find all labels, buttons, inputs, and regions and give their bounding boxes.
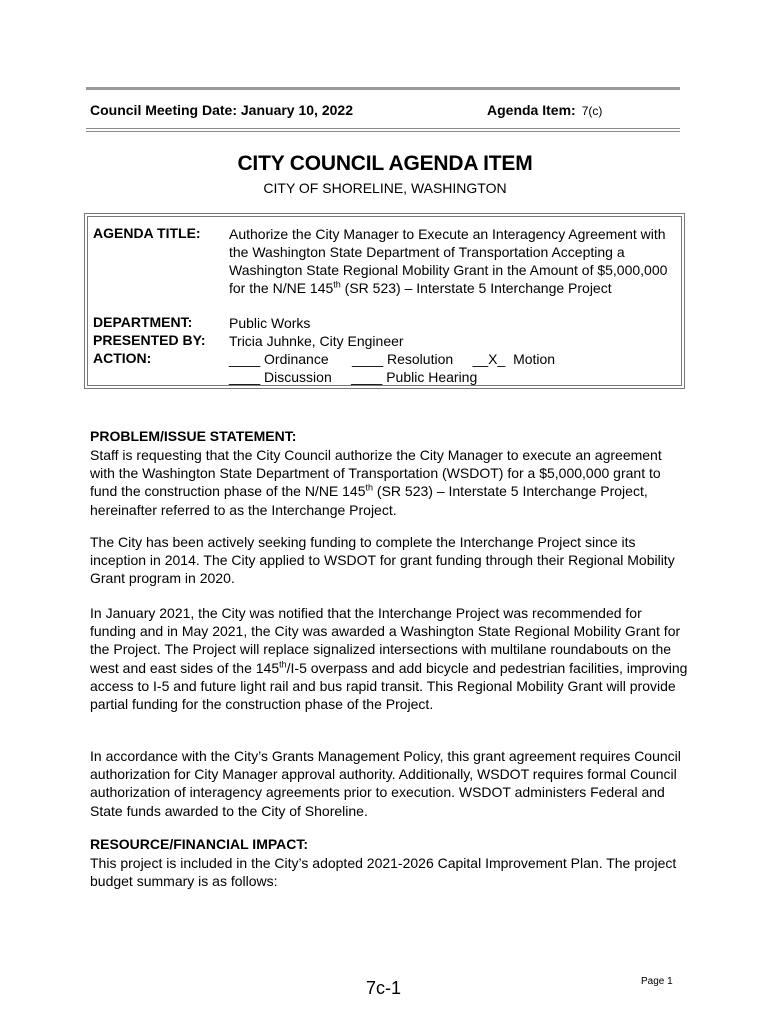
- header-bottom-rule-1: [86, 128, 680, 129]
- header-top-rule: [86, 87, 680, 90]
- page-subtitle: CITY OF SHORELINE, WASHINGTON: [263, 180, 507, 196]
- problem-p3-sup: th: [279, 658, 287, 669]
- agenda-item: [487, 102, 602, 118]
- agenda-title-value: [229, 225, 679, 297]
- action-label: ACTION:: [93, 350, 152, 366]
- problem-p1-sup: th: [365, 482, 374, 493]
- presented-by-label: PRESENTED BY:: [93, 332, 206, 348]
- problem-paragraph-4: In accordance with the City’s Grants Management Policy, this grant agreement requires Council authorization for City Manager approval authority. Additionally, WSDOT requires formal Council authorization of interagency agreements prior to execution. WSDOT administers Federal and State funds awarded to the City of Shoreline.: [90, 748, 681, 819]
- presented-by-value: Tricia Juhnke, City Engineer: [229, 333, 404, 349]
- resource-paragraph-1: This project is included in the City’s adopted 2021-2026 Capital Improvement Plan. The project budget summary is as follows:: [90, 855, 677, 890]
- problem-paragraph-3: [90, 604, 690, 713]
- department-label: DEPARTMENT:: [93, 314, 193, 330]
- action-options-line1: ____ Ordinance ____ Resolution __X_ Motion: [229, 351, 556, 367]
- problem-paragraph-1: [90, 446, 690, 519]
- problem-p1-b: (SR 523) – Interstate 5 Interchange Project, hereinafter referred to as the Interchange Project.: [90, 483, 648, 518]
- agenda-title-text-a: Authorize the City Manager to Execute an Interagency Agreement with the Washington State Department of Transportation Accepting a Washington State Regional Mobility Grant in the Amount of $5,000,000 for the N/NE 145: [229, 226, 668, 296]
- department-value: Public Works: [229, 315, 311, 331]
- page-code: 7c-1: [366, 978, 402, 998]
- problem-p3-b: /I-5 overpass and add bicycle and pedestrian facilities, improving access to I-5 and future light rail and bus rapid transit. This Regional Mobility Grant will provide partial funding for the construction phase of the Project.: [90, 659, 688, 713]
- header-bottom-rule-2: [86, 131, 680, 132]
- problem-p1-a: Staff is requesting that the City Council authorize the City Manager to execute an agreement with the Washington State Department of Transportation (WSDOT) for a $5,000,000 grant to fund the construction phase of the N/NE 145: [90, 447, 662, 500]
- meeting-date: Council Meeting Date: January 10, 2022: [90, 102, 353, 118]
- problem-paragraph-2: The City has been actively seeking funding to complete the Interchange Project since its inception in 2014. The City applied to WSDOT for grant funding through their Regional Mobility Grant program in 2020.: [90, 534, 675, 587]
- agenda-summary-inner: [87, 216, 682, 386]
- agenda-summary-box: [84, 213, 685, 389]
- resource-heading: RESOURCE/FINANCIAL IMPACT:: [90, 836, 309, 852]
- agenda-title-sup: th: [333, 279, 341, 290]
- agenda-title-text-b: (SR 523) – Interstate 5 Interchange Project: [340, 280, 612, 296]
- problem-heading: PROBLEM/ISSUE STATEMENT:: [90, 428, 297, 444]
- agenda-title-label: AGENDA TITLE:: [93, 225, 201, 241]
- agenda-item-value: 7(c): [581, 104, 603, 118]
- page-number: Page 1: [641, 976, 673, 987]
- agenda-item-label: Agenda Item:: [487, 102, 576, 118]
- page-title: CITY COUNCIL AGENDA ITEM: [237, 152, 533, 175]
- action-options-line2: ____ Discussion ____ Public Hearing: [229, 369, 478, 385]
- problem-p3-a: In January 2021, the City was notified that the Interchange Project was recommended for funding and in May 2021, the City was awarded a Washington State Regional Mobility Grant for the Project. The Project will replace signalized intersections with multilane roundabouts on the west and east sides of the 145: [90, 605, 681, 676]
